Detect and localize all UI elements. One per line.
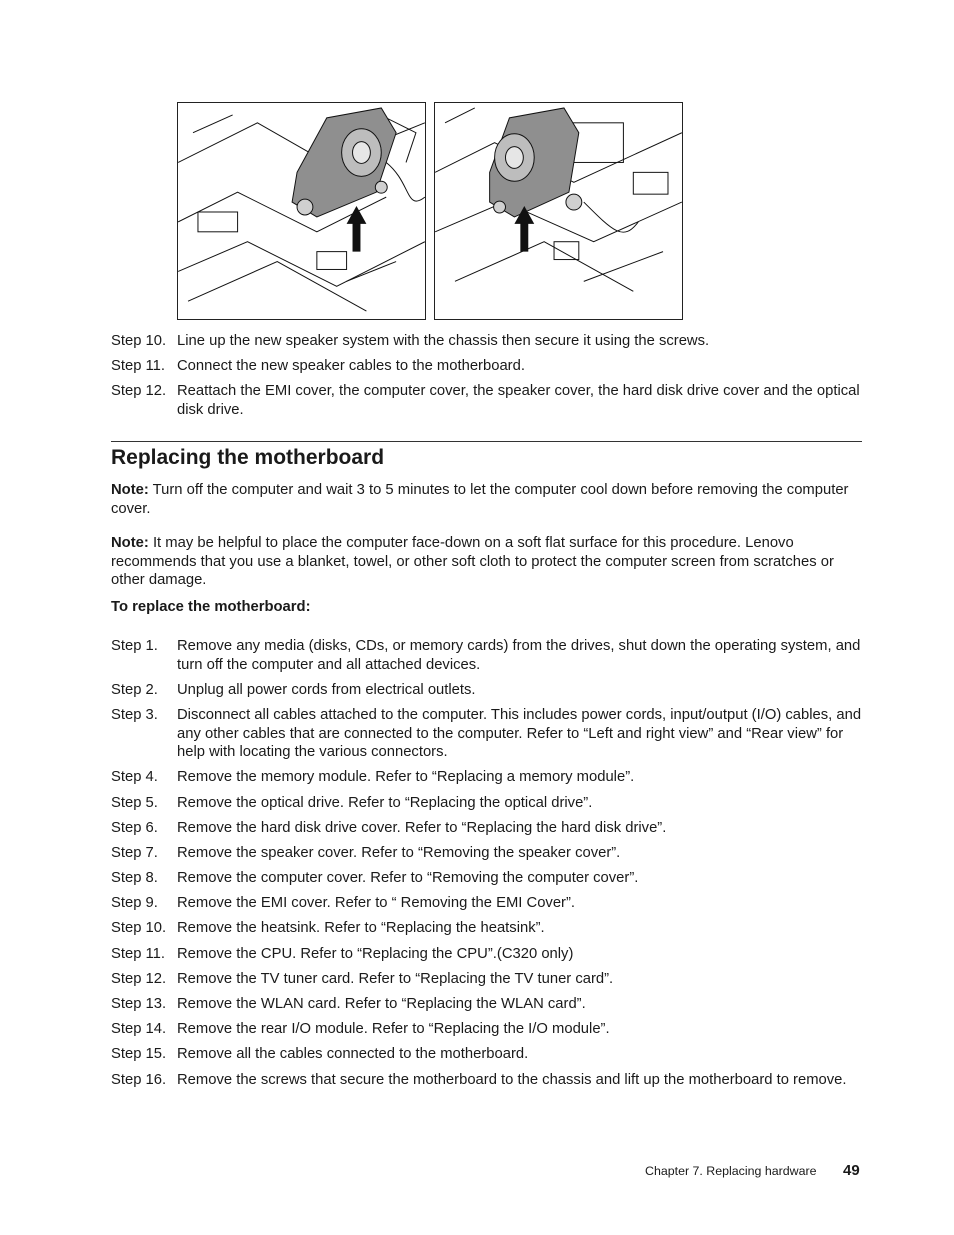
step-text: Remove the memory module. Refer to “Replacing a memory module”. (177, 769, 635, 786)
step-text: Remove the heatsink. Refer to “Replacing the heatsink”. (177, 920, 545, 937)
step-number: Step 16. (111, 1071, 167, 1088)
list-item (111, 919, 871, 938)
step-number: Step 11. (111, 358, 166, 375)
step-number: Step 3. (111, 706, 158, 723)
step-text: Remove the WLAN card. Refer to “Replacing the WLAN card”. (177, 996, 586, 1013)
list-item (111, 382, 871, 419)
step-text: Unplug all power cords from electrical outlets. (177, 681, 476, 698)
list-item (111, 681, 871, 700)
note-label: Note: (111, 482, 149, 498)
step-number: Step 8. (111, 870, 158, 887)
step-text: Remove the screws that secure the motherboard to the chassis and lift up the motherboard to remove. (177, 1071, 847, 1088)
step-text: Reattach the EMI cover, the computer cover, the speaker cover, the hard disk drive cover and the optical disk drive. (177, 383, 860, 418)
step-number: Step 14. (111, 1021, 167, 1038)
list-item (111, 794, 871, 813)
step-number: Step 11. (111, 945, 166, 962)
speaker-illustration-right (435, 103, 682, 319)
speaker-illustration-left (178, 103, 425, 319)
step-number: Step 2. (111, 681, 158, 698)
list-item (111, 706, 871, 762)
step-number: Step 6. (111, 819, 158, 836)
step-text: Connect the new speaker cables to the motherboard. (177, 358, 525, 375)
list-item (111, 945, 871, 964)
step-text: Remove the CPU. Refer to “Replacing the CPU”.(C320 only) (177, 945, 574, 962)
step-number: Step 10. (111, 920, 167, 937)
footer-chapter: Chapter 7. Replacing hardware (645, 1164, 817, 1178)
speaker-install-figure-right (434, 102, 683, 320)
list-item (111, 995, 871, 1014)
note-label: Note: (111, 535, 149, 551)
note-paragraph (111, 534, 867, 590)
step-text: Remove the speaker cover. Refer to “Removing the speaker cover”. (177, 844, 621, 861)
list-item (111, 768, 871, 787)
list-item (111, 819, 871, 838)
step-text: Remove the hard disk drive cover. Refer to “Replacing the hard disk drive”. (177, 819, 667, 836)
steps-continued (111, 332, 871, 426)
step-text: Remove the EMI cover. Refer to “ Removing the EMI Cover”. (177, 895, 576, 912)
step-text: Disconnect all cables attached to the computer. This includes power cords, input/output (I/O) cables, and any other cables that are connected to the computer. Refer to “Left and right view” and “Rear view” for help with locating the various connectors. (177, 706, 862, 761)
step-text: Remove the computer cover. Refer to “Removing the computer cover”. (177, 870, 639, 887)
step-text: Remove any media (disks, CDs, or memory cards) from the drives, shut down the operating system, and turn off the computer and all attached devices. (177, 638, 861, 673)
note-text: It may be helpful to place the computer face-down on a soft flat surface for this procedure. Lenovo recommends that you use a blanket, towel, or other soft cloth to protect the computer screen from scratches or other damage. (111, 535, 834, 589)
step-number: Step 9. (111, 895, 158, 912)
list-item (111, 1071, 871, 1090)
step-text: Line up the new speaker system with the chassis then secure it using the screws. (177, 333, 710, 349)
step-text: Remove all the cables connected to the motherboard. (177, 1046, 529, 1063)
list-item (111, 1045, 871, 1064)
step-text: Remove the optical drive. Refer to “Replacing the optical drive”. (177, 794, 593, 811)
step-number: Step 10. (111, 333, 167, 349)
procedure-title: To replace the motherboard: (111, 599, 311, 615)
step-number: Step 15. (111, 1046, 167, 1063)
list-item (111, 1020, 871, 1039)
procedure-steps (111, 637, 871, 1096)
note-text: Turn off the computer and wait 3 to 5 minutes to let the computer cool down before removing the computer cover. (111, 482, 849, 517)
step-number: Step 5. (111, 794, 158, 811)
list-item (111, 894, 871, 913)
section-title: Replacing the motherboard (111, 446, 385, 469)
step-number: Step 12. (111, 383, 167, 400)
speaker-install-figure-left (177, 102, 426, 320)
list-item (111, 637, 871, 674)
list-item (111, 970, 871, 989)
step-number: Step 12. (111, 970, 167, 987)
step-number: Step 4. (111, 769, 158, 786)
list-item (111, 357, 871, 376)
list-item (111, 844, 871, 863)
step-text: Remove the rear I/O module. Refer to “Replacing the I/O module”. (177, 1021, 610, 1038)
step-number: Step 7. (111, 844, 158, 861)
list-item (111, 332, 871, 351)
step-text: Remove the TV tuner card. Refer to “Replacing the TV tuner card”. (177, 970, 614, 987)
step-number: Step 13. (111, 996, 167, 1013)
section-divider (111, 441, 862, 442)
note-paragraph (111, 481, 867, 518)
step-number: Step 1. (111, 638, 158, 654)
page-number: 49 (843, 1162, 860, 1179)
list-item (111, 869, 871, 888)
